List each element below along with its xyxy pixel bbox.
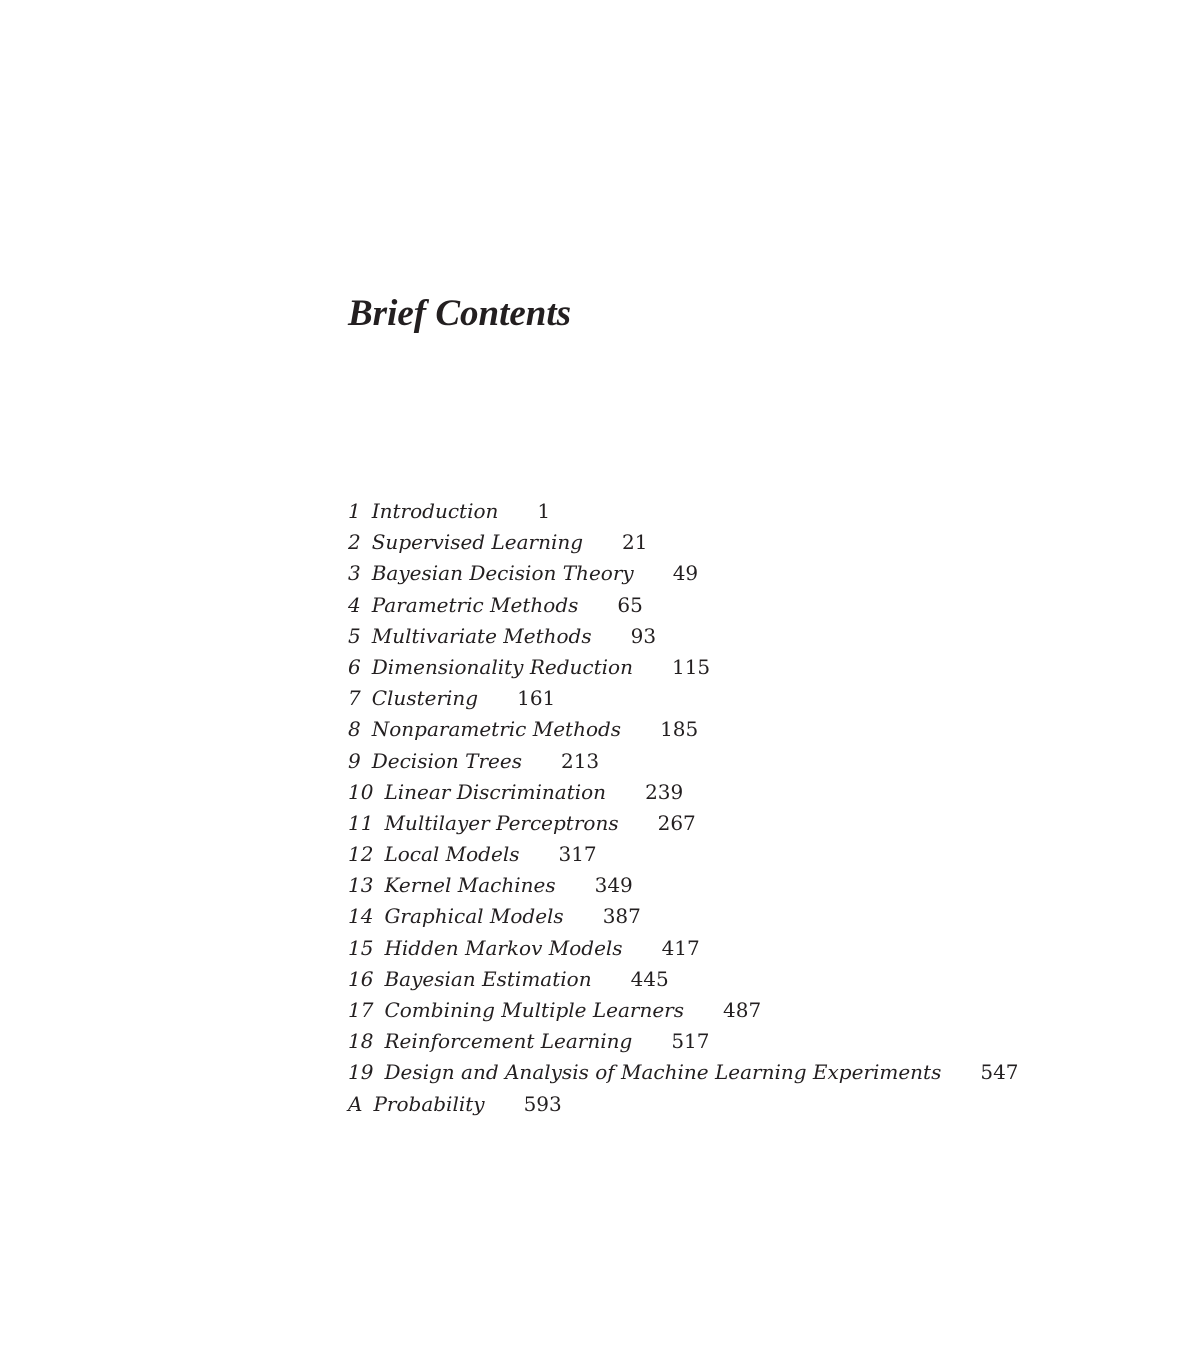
chapter-title: Local Models	[384, 842, 520, 867]
page-number: 115	[671, 654, 711, 679]
toc-entry	[348, 933, 1019, 964]
page-number: 161	[517, 686, 556, 711]
page-number: 65	[617, 592, 643, 617]
toc-entry	[348, 621, 1019, 652]
chapter-title: Nonparametric Methods	[371, 717, 622, 742]
page-number: 213	[560, 748, 600, 773]
chapter-number: 5	[348, 623, 361, 648]
chapter-number: 1	[348, 499, 361, 523]
chapter-number: 8	[348, 717, 361, 742]
appendix-title: Probability	[373, 1091, 485, 1116]
toc-entry	[348, 1089, 1019, 1120]
chapter-title: Decision Trees	[371, 748, 522, 773]
page-number: 185	[660, 717, 699, 742]
page-title: Brief Contents	[348, 293, 572, 334]
page-number: 517	[671, 1029, 710, 1054]
toc-entry	[348, 995, 1019, 1026]
chapter-title: Supervised Learning	[371, 530, 584, 555]
chapter-title: Design and Analysis of Machine Learning Experiments	[384, 1060, 942, 1085]
chapter-title: Bayesian Decision Theory	[371, 561, 634, 586]
chapter-title: Hidden Markov Models	[384, 935, 623, 960]
chapter-title: Parametric Methods	[371, 592, 579, 617]
chapter-number: 6	[348, 654, 361, 679]
chapter-title: Linear Discrimination	[384, 779, 607, 804]
chapter-number: 13	[348, 873, 374, 898]
chapter-number: 16	[348, 966, 374, 991]
toc-entry	[348, 527, 1019, 558]
table-of-contents	[348, 496, 1019, 1120]
chapter-number: 19	[348, 1060, 374, 1085]
page-number: 417	[661, 935, 700, 960]
chapter-number: 17	[348, 998, 374, 1022]
chapter-number: 9	[348, 748, 361, 773]
appendix-letter: A	[348, 1091, 363, 1116]
chapter-title: Combining Multiple Learners	[384, 998, 685, 1022]
chapter-number: 3	[348, 561, 361, 586]
chapter-title: Reinforcement Learning	[384, 1029, 633, 1054]
chapter-number: 12	[348, 842, 374, 867]
chapter-number: 15	[348, 935, 374, 960]
toc-entry	[348, 808, 1019, 839]
chapter-number: 11	[348, 810, 374, 835]
chapter-title: Graphical Models	[384, 904, 564, 929]
chapter-number: 10	[348, 779, 374, 804]
page-number: 593	[523, 1091, 562, 1116]
chapter-number: 14	[348, 904, 374, 929]
toc-entry	[348, 901, 1019, 932]
toc-entry	[348, 652, 1019, 683]
page-number: 49	[672, 561, 699, 586]
page-number: 93	[630, 623, 657, 648]
chapter-title: Dimensionality Reduction	[371, 654, 633, 679]
page-number: 547	[980, 1060, 1019, 1085]
toc-entry	[348, 839, 1019, 870]
page-number: 349	[594, 873, 633, 898]
chapter-number: 7	[348, 686, 361, 711]
toc-entry	[348, 777, 1019, 808]
toc-entry	[348, 964, 1019, 995]
toc-entry	[348, 558, 1019, 589]
chapter-number: 4	[348, 592, 361, 617]
page-number: 487	[723, 998, 762, 1022]
page-number: 21	[622, 530, 648, 555]
chapter-number: 18	[348, 1029, 374, 1054]
page-number: 317	[558, 842, 597, 867]
chapter-title: Clustering	[371, 686, 479, 711]
toc-entry	[348, 1057, 1019, 1088]
page-number: 267	[657, 810, 696, 835]
toc-entry	[348, 1026, 1019, 1057]
page-number: 1	[537, 499, 551, 523]
toc-entry	[348, 870, 1019, 901]
toc-entry	[348, 496, 1019, 527]
chapter-title: Bayesian Estimation	[384, 966, 592, 991]
toc-entry	[348, 714, 1019, 745]
chapter-title: Multivariate Methods	[371, 623, 592, 648]
page-number: 239	[645, 779, 684, 804]
chapter-title: Multilayer Perceptrons	[384, 810, 619, 835]
page-number: 445	[630, 966, 669, 991]
toc-entry	[348, 746, 1019, 777]
chapter-title: Introduction	[371, 499, 499, 523]
page-number: 387	[602, 904, 641, 929]
toc-entry	[348, 590, 1019, 621]
toc-entry	[348, 683, 1019, 714]
chapter-number: 2	[348, 530, 361, 555]
chapter-title: Kernel Machines	[384, 873, 556, 898]
